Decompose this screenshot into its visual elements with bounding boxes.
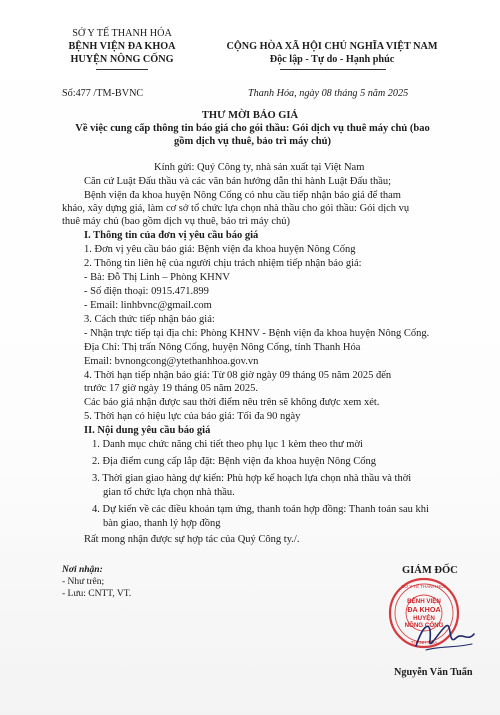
signer-name: Nguyễn Văn Tuấn <box>394 667 473 678</box>
section-1-item-4-line-1: 4. Thời hạn tiếp nhận báo giá: Từ 08 giờ ngày 09 tháng 05 năm 2025 đến <box>84 370 392 381</box>
seal-line-2: ĐA KHOA <box>407 605 441 614</box>
legal-basis: Căn cứ Luật Đấu thầu và các văn bản hướng dẫn thi hành Luật Đấu thầu; <box>84 176 392 187</box>
receive-direct: - Nhận trực tiếp tại địa chỉ: Phòng KHNV - Bệnh viện đa khoa huyện Nông Cống. <box>84 328 430 339</box>
section-1-title: I. Thông tin của đơn vị yêu cầu báo giá <box>84 230 259 241</box>
intro-line-1: Bệnh viện đa khoa huyện Nông Cống có nhu cầu tiếp nhận báo giá để tham <box>84 190 401 201</box>
contact-email: - Email: linhbvnc@gmail.com <box>84 300 212 311</box>
signer-title: GIÁM ĐỐC <box>402 565 458 576</box>
national-title: CỘNG HÒA XÃ HỘI CHỦ NGHĨA VIỆT NAM <box>226 41 438 52</box>
recipient-2: - Lưu: CNTT, VT. <box>62 589 132 599</box>
section-2-item-4-line-2: bàn giao, thanh lý hợp đồng <box>103 518 221 529</box>
contact-name: - Bà: Đỗ Thị Linh – Phòng KHNV <box>84 272 230 283</box>
handwritten-signature-icon <box>410 612 480 660</box>
section-1-item-5: 5. Thời hạn có hiệu lực của báo giá: Tối đa 90 ngày <box>84 411 301 422</box>
hospital-name-line1: BỆNH VIỆN ĐA KHOA <box>68 41 176 52</box>
closing-line: Rất mong nhận được sự hợp tác của Quý Công ty./. <box>84 534 300 545</box>
section-2-title: II. Nội dung yêu cầu báo giá <box>84 425 211 436</box>
greeting: Kính gửi: Quý Công ty, nhà sản xuất tại Việt Nam <box>154 162 365 173</box>
recipient-1: - Như trên; <box>62 577 105 587</box>
section-1-item-1: 1. Đơn vị yêu cầu báo giá: Bệnh viện đa khoa huyện Nông Cống <box>84 244 356 255</box>
seal-line-3: HUYỆN <box>413 615 435 622</box>
document-number: Số:477 /TM-BVNC <box>62 88 144 99</box>
ministry-name: SỞ Y TẾ THANH HÓA <box>72 28 172 39</box>
intro-line-3: thuê máy chủ (bao gồm dịch vụ thuê, bảo trì máy chủ) <box>62 216 291 227</box>
section-1-item-4-line-2: trước 17 giờ ngày 19 tháng 05 năm 2025. <box>84 383 258 394</box>
subject-line-2: gồm dịch vụ thuê, bảo trì máy chủ) <box>174 136 331 147</box>
section-2-item-3-line-2: gian tổ chức lựa chọn nhà thầu. <box>103 487 235 498</box>
recipients-label: Nơi nhận: <box>62 565 103 575</box>
seal-line-4: NÔNG CỐNG <box>404 622 444 629</box>
subject-line-1: Về việc cung cấp thông tin báo giá cho gói thầu: Gói dịch vụ thuê máy chủ (bao <box>75 123 430 134</box>
document-title: THƯ MỜI BÁO GIÁ <box>201 110 299 121</box>
contact-phone: - Số điện thoại: 0915.471.899 <box>84 286 209 297</box>
svg-text:THANH HÓA: THANH HÓA <box>410 640 438 645</box>
right-header-rule <box>280 69 386 70</box>
section-2-item-2: 2. Địa điểm cung cấp lắp đặt: Bệnh viện đa khoa huyện Nông Cống <box>92 456 377 467</box>
section-2-item-4-line-1: 4. Dự kiến về các điều khoản tạm ứng, thanh toán hợp đồng: Thanh toán sau khi <box>92 504 429 515</box>
place-and-date: Thanh Hóa, ngày 08 tháng 5 năm 2025 <box>248 88 409 99</box>
section-2-item-1: 1. Danh mục chức năng chi tiết theo phụ lục 1 kèm theo thư mời <box>92 439 363 450</box>
receive-email: Email: bvnongcong@ytethanhhoa.gov.vn <box>84 356 259 367</box>
late-submission-note: Các báo giá nhận được sau thời điểm nêu trên sẽ không được xem xét. <box>84 397 380 408</box>
section-1-item-2: 2. Thông tin liên hệ của người chịu trách nhiệm tiếp nhận báo giá: <box>84 258 362 269</box>
left-header-rule <box>96 69 148 70</box>
seal-line-1: BỆNH VIỆN <box>407 598 441 605</box>
receive-address: Địa Chỉ: Thị trấn Nông Cống, huyện Nông Cống, tỉnh Thanh Hóa <box>84 342 361 353</box>
svg-text:SỞ Y TẾ THANH HÓA: SỞ Y TẾ THANH HÓA <box>401 584 447 589</box>
intro-line-2: khảo, xây dựng giá, làm cơ sở tổ chức lựa chọn nhà thầu cho gói thầu: Gói dịch vụ <box>62 203 410 214</box>
hospital-name-line2: HUYỆN NÔNG CỐNG <box>70 54 174 65</box>
section-1-item-3: 3. Cách thức tiếp nhận báo giá: <box>84 314 215 325</box>
national-motto: Độc lập - Tự do - Hạnh phúc <box>269 54 395 65</box>
section-2-item-3-line-1: 3. Thời gian giao hàng dự kiến: Phù hợp kế hoạch lựa chọn nhà thầu và thời <box>92 473 412 484</box>
